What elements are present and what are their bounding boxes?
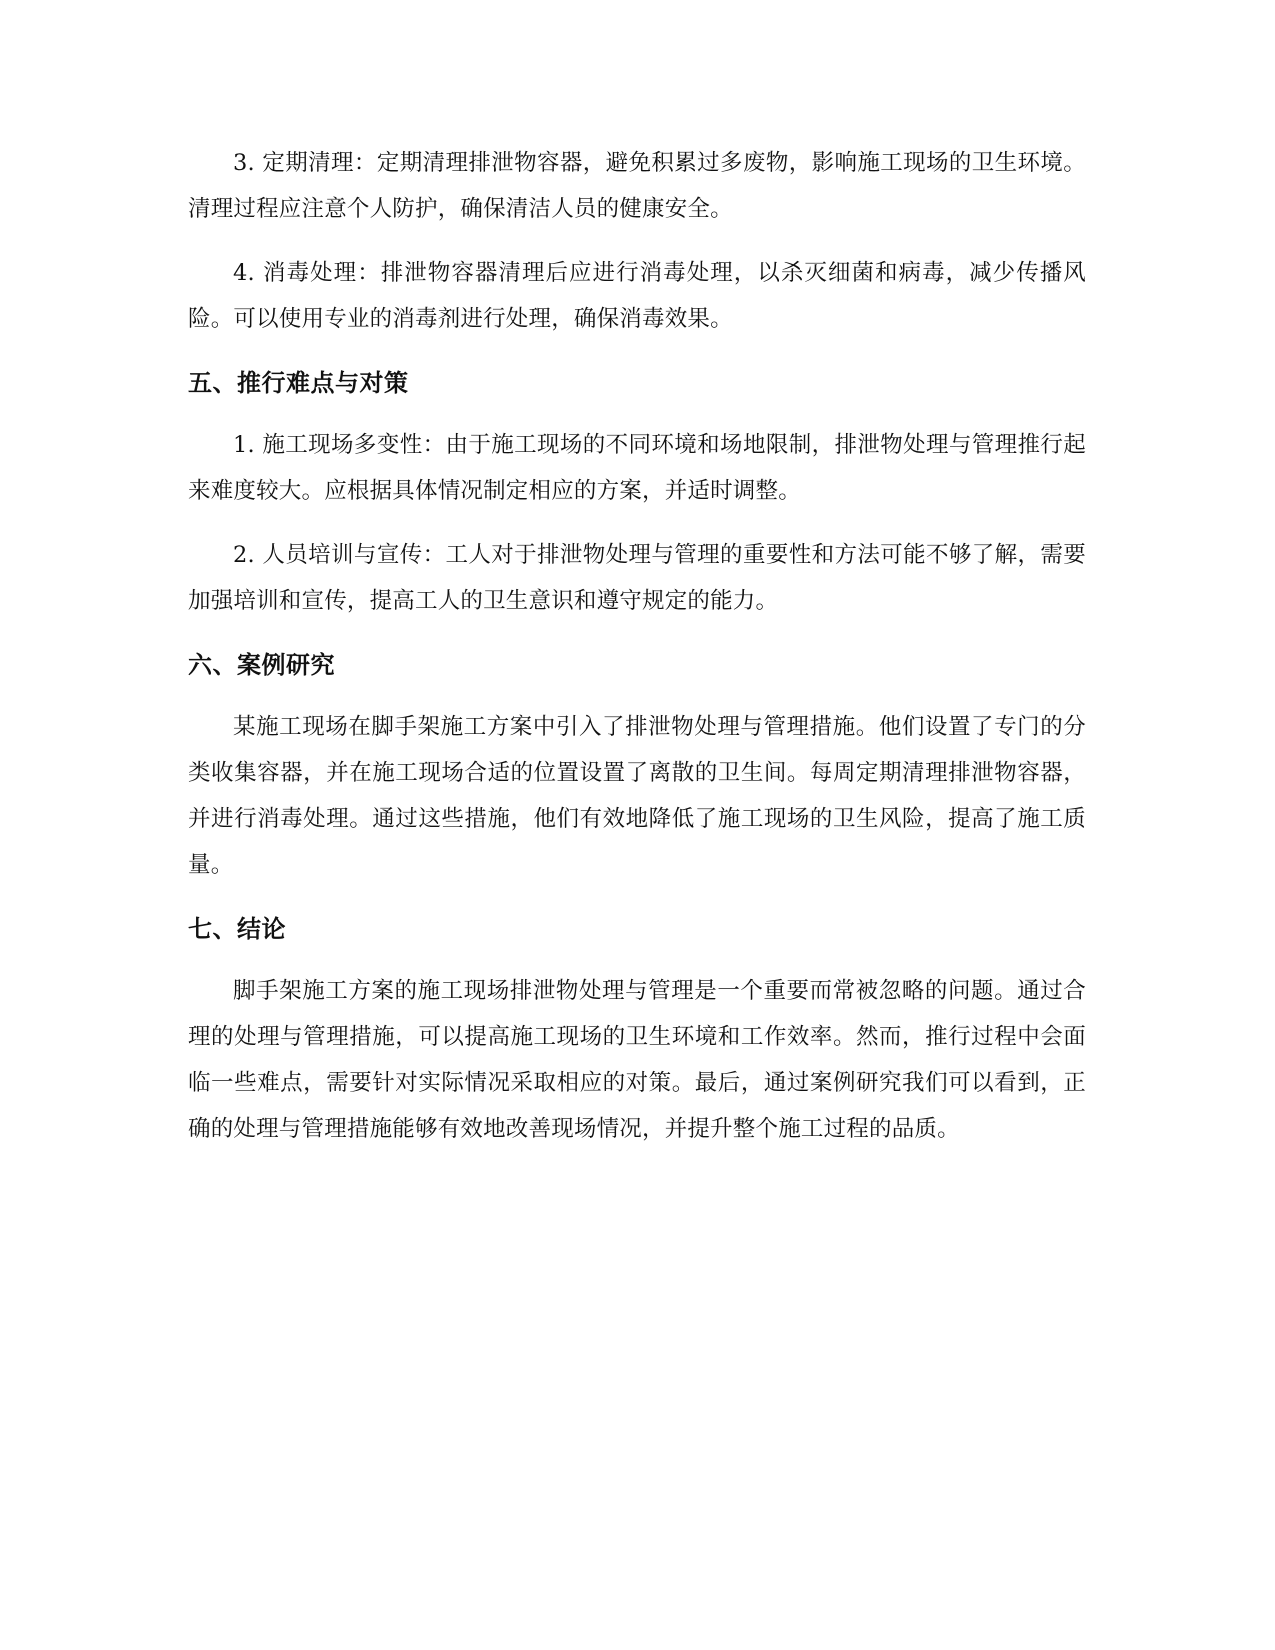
paragraph-case-study: 某施工现场在脚手架施工方案中引入了排泄物处理与管理措施。他们设置了专门的分类收集容器，并在施工现场合适的位置设置了离散的卫生间。每周定期清理排泄物容器，并进行消毒处理。通过这些措施，他们有效地降低了施工现场的卫生风险，提高了施工质量。 (188, 714, 1086, 878)
paragraph-regular-cleaning: 3. 定期清理：定期清理排泄物容器，避免积累过多废物，影响施工现场的卫生环境。清理过程应注意个人防护，确保清洁人员的健康安全。 (188, 150, 1086, 222)
paragraph-training-publicity: 2. 人员培训与宣传：工人对于排泄物处理与管理的重要性和方法可能不够了解，需要加强培训和宣传，提高工人的卫生意识和遵守规定的能力。 (188, 542, 1086, 614)
section-heading-case-study: 六、案例研究 (188, 651, 335, 679)
paragraph-disinfection: 4. 消毒处理：排泄物容器清理后应进行消毒处理，以杀灭细菌和病毒，减少传播风险。可以使用专业的消毒剂进行处理，确保消毒效果。 (188, 260, 1086, 332)
paragraph-site-variability: 1. 施工现场多变性：由于施工现场的不同环境和场地限制，排泄物处理与管理推行起来难度较大。应根据具体情况制定相应的方案，并适时调整。 (188, 432, 1086, 504)
section-heading-conclusion: 七、结论 (188, 915, 286, 943)
document-body (188, 140, 1086, 1170)
section-heading-challenges: 五、推行难点与对策 (188, 369, 409, 397)
paragraph-conclusion: 脚手架施工方案的施工现场排泄物处理与管理是一个重要而常被忽略的问题。通过合理的处理与管理措施，可以提高施工现场的卫生环境和工作效率。然而，推行过程中会面临一些难点，需要针对实际情况采取相应的对策。最后，通过案例研究我们可以看到，正确的处理与管理措施能够有效地改善现场情况，并提升整个施工过程的品质。 (188, 978, 1086, 1142)
